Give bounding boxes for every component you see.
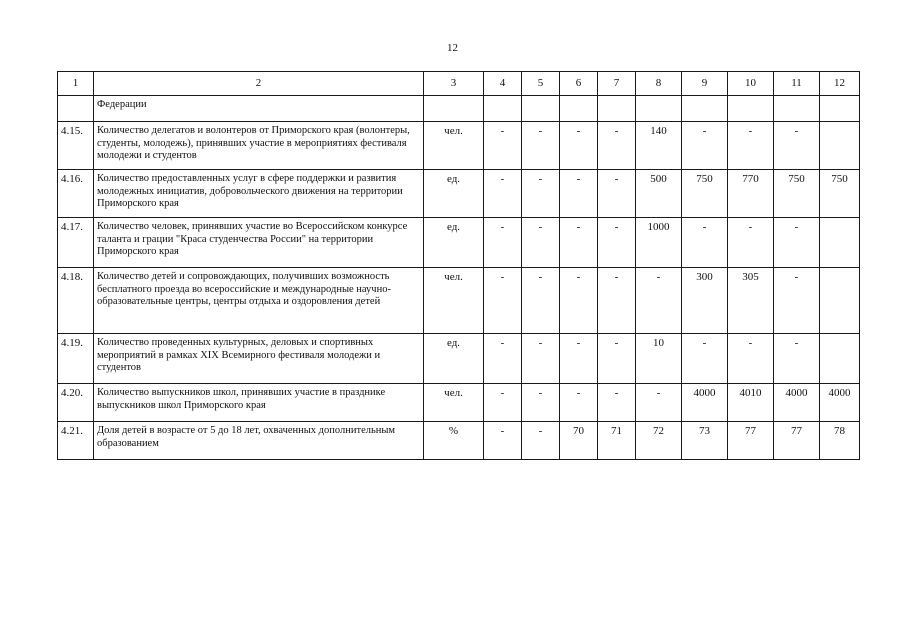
unit-of-measure: ед.	[424, 218, 484, 268]
indicator-value: -	[728, 122, 774, 170]
unit-of-measure	[424, 96, 484, 122]
indicator-value: 70	[560, 422, 598, 460]
unit-of-measure: чел.	[424, 122, 484, 170]
indicator-name: Количество предоставленных услуг в сфере поддержки и развития молодежных инициатив, добровольческого движения на территории Приморского края	[94, 170, 424, 218]
indicator-name: Количество выпускников школ, принявших участие в празднике выпускников школ Приморского края	[94, 384, 424, 422]
indicator-value	[820, 218, 860, 268]
indicator-value: -	[636, 384, 682, 422]
column-header: 6	[560, 72, 598, 96]
indicator-value	[820, 334, 860, 384]
indicator-value: -	[484, 334, 522, 384]
indicator-value	[636, 96, 682, 122]
indicator-value: -	[774, 122, 820, 170]
indicator-name: Федерации	[94, 96, 424, 122]
indicator-name: Доля детей в возрасте от 5 до 18 лет, охваченных дополнительным образованием	[94, 422, 424, 460]
indicator-value: 140	[636, 122, 682, 170]
indicator-value: 4010	[728, 384, 774, 422]
indicator-value	[820, 268, 860, 334]
indicator-value: -	[522, 334, 560, 384]
table-row	[58, 96, 860, 122]
row-number: 4.17.	[58, 218, 94, 268]
column-header: 5	[522, 72, 560, 96]
column-header: 12	[820, 72, 860, 96]
indicator-value	[484, 96, 522, 122]
table-row	[58, 170, 860, 218]
indicator-value	[774, 96, 820, 122]
indicator-value: -	[484, 384, 522, 422]
column-header: 3	[424, 72, 484, 96]
table-row	[58, 268, 860, 334]
table-row	[58, 422, 860, 460]
indicators-table	[57, 71, 860, 460]
indicator-value: -	[636, 268, 682, 334]
indicator-value: -	[522, 268, 560, 334]
table-row	[58, 334, 860, 384]
row-number: 4.18.	[58, 268, 94, 334]
indicator-value	[598, 96, 636, 122]
column-header: 7	[598, 72, 636, 96]
row-number: 4.16.	[58, 170, 94, 218]
unit-of-measure: чел.	[424, 384, 484, 422]
indicator-value: -	[774, 268, 820, 334]
indicator-value: 4000	[682, 384, 728, 422]
column-header: 8	[636, 72, 682, 96]
unit-of-measure: ед.	[424, 170, 484, 218]
indicator-value: -	[598, 334, 636, 384]
indicator-value: -	[728, 334, 774, 384]
indicator-value	[522, 96, 560, 122]
indicator-name: Количество человек, принявших участие во Всероссийском конкурсе таланта и грации "Краса студенчества России" на территории Приморского края	[94, 218, 424, 268]
indicator-value: 4000	[820, 384, 860, 422]
column-header: 4	[484, 72, 522, 96]
indicator-value: 77	[728, 422, 774, 460]
table-row	[58, 122, 860, 170]
unit-of-measure: %	[424, 422, 484, 460]
indicator-value: -	[560, 122, 598, 170]
indicator-value	[682, 96, 728, 122]
indicator-name: Количество проведенных культурных, деловых и спортивных мероприятий в рамках XIX Всемирного фестиваля молодежи и студентов	[94, 334, 424, 384]
indicator-value: -	[774, 218, 820, 268]
indicator-value: -	[682, 334, 728, 384]
column-header: 2	[94, 72, 424, 96]
indicator-value: 750	[682, 170, 728, 218]
indicator-value: 750	[820, 170, 860, 218]
indicator-value	[820, 122, 860, 170]
indicator-value: 71	[598, 422, 636, 460]
indicator-value: -	[522, 422, 560, 460]
indicator-value: -	[774, 334, 820, 384]
indicator-value: -	[484, 170, 522, 218]
page-number: 12	[447, 42, 458, 54]
indicator-value: -	[560, 334, 598, 384]
row-number: 4.19.	[58, 334, 94, 384]
indicator-value: 77	[774, 422, 820, 460]
column-header: 11	[774, 72, 820, 96]
indicator-value: -	[522, 218, 560, 268]
indicator-value	[560, 96, 598, 122]
indicator-value: 1000	[636, 218, 682, 268]
row-number: 4.15.	[58, 122, 94, 170]
row-number: 4.20.	[58, 384, 94, 422]
indicator-value: -	[484, 268, 522, 334]
indicator-value: -	[598, 218, 636, 268]
indicator-value: -	[598, 170, 636, 218]
indicator-value: -	[598, 268, 636, 334]
indicator-value	[820, 96, 860, 122]
unit-of-measure: ед.	[424, 334, 484, 384]
row-number	[58, 96, 94, 122]
indicator-value: -	[560, 268, 598, 334]
indicator-value: 750	[774, 170, 820, 218]
indicator-value: -	[484, 122, 522, 170]
indicator-value: -	[682, 218, 728, 268]
indicator-value: 72	[636, 422, 682, 460]
indicator-value: 305	[728, 268, 774, 334]
unit-of-measure: чел.	[424, 268, 484, 334]
indicator-value: -	[682, 122, 728, 170]
column-header: 10	[728, 72, 774, 96]
indicator-value: -	[728, 218, 774, 268]
indicator-value: 78	[820, 422, 860, 460]
indicator-value: 10	[636, 334, 682, 384]
indicator-value: -	[522, 122, 560, 170]
column-header: 9	[682, 72, 728, 96]
indicator-value: -	[560, 218, 598, 268]
indicator-name: Количество детей и сопровождающих, получивших возможность бесплатного проезда во всероссийские и международные научно-образовательные центры, центры отдыха и оздоровления детей	[94, 268, 424, 334]
column-header: 1	[58, 72, 94, 96]
indicator-value: 500	[636, 170, 682, 218]
indicator-value: -	[484, 422, 522, 460]
indicator-value: -	[560, 170, 598, 218]
indicator-value: -	[598, 384, 636, 422]
indicator-value: 4000	[774, 384, 820, 422]
indicator-value: 73	[682, 422, 728, 460]
indicator-name: Количество делегатов и волонтеров от Приморского края (волонтеры, студенты, молодежь), принявших участие в мероприятиях фестиваля молодежи и студентов	[94, 122, 424, 170]
indicator-value: 300	[682, 268, 728, 334]
table-row	[58, 384, 860, 422]
indicator-value: -	[598, 122, 636, 170]
table-row	[58, 218, 860, 268]
indicator-value: -	[522, 384, 560, 422]
indicator-value: -	[560, 384, 598, 422]
indicator-value	[728, 96, 774, 122]
indicator-value: -	[522, 170, 560, 218]
row-number: 4.21.	[58, 422, 94, 460]
table-header-row	[58, 72, 860, 96]
indicator-value: -	[484, 218, 522, 268]
indicator-value: 770	[728, 170, 774, 218]
